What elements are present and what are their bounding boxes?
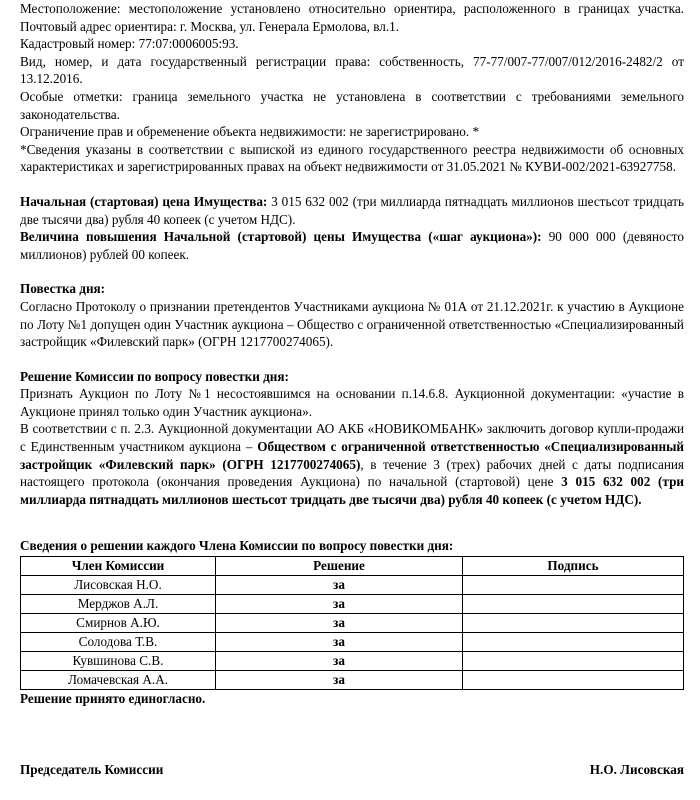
- member-signature: [463, 614, 684, 633]
- unanimous-result: Решение принято единогласно.: [20, 691, 206, 707]
- member-signature: [463, 633, 684, 652]
- decision-p2: [20, 420, 684, 508]
- decision-p2-start: В соответствии с п. 2.3. Аукционной документации АО АКБ «НОВИКОМБАНК» заключить договор купли-продажи с Единственным участником аукциона –: [20, 421, 684, 455]
- start-price-label: Начальная (стартовая) цена Имущества:: [20, 193, 268, 209]
- member-decision: за: [216, 595, 463, 614]
- decision-p1: Признать Аукцион по Лоту №1 несостоявшимся на основании п.14.6.8. Аукционной документации: «участие в Аукционе принял только один Участник аукциона».: [20, 386, 684, 419]
- signature-block: [20, 762, 684, 778]
- member-decision: за: [216, 614, 463, 633]
- table-row: [21, 595, 684, 614]
- member-name: Мерджов А.Л.: [21, 595, 216, 614]
- table-row: [21, 633, 684, 652]
- winner-name: Обществом с ограниченной ответственностью «Специализированный застройщик «Филевский парк» (ОГРН 1217700274065): [20, 439, 684, 472]
- auction-step-label: Величина повышения Начальной (стартовой) цены Имущества («шаг аукциона»):: [20, 229, 542, 245]
- member-signature: [463, 595, 684, 614]
- document-page: [20, 0, 684, 708]
- table-row: [21, 652, 684, 671]
- member-name: Лисовская Н.О.: [21, 576, 216, 595]
- column-header-member: Член Комиссии: [21, 557, 216, 576]
- table-row: [21, 614, 684, 633]
- member-name: Смирнов А.Ю.: [21, 614, 216, 633]
- auction-step: [20, 228, 684, 263]
- table-row: [21, 671, 684, 690]
- member-decision: за: [216, 671, 463, 690]
- right-registration: Вид, номер, и дата государственный регистрации права: собственность, 77-77/007-77/007/012/2016-2482/2 от 13.12.2016.: [20, 53, 684, 87]
- table-row: [21, 576, 684, 595]
- member-signature: [463, 671, 684, 690]
- member-name: Ломачевская А.А.: [21, 671, 216, 690]
- column-header-decision: Решение: [216, 557, 463, 576]
- agenda-heading: Повестка дня:: [20, 281, 106, 297]
- table-header-row: [21, 557, 684, 576]
- cadastral-number: Кадастровый номер: 77:07:0006005:93.: [20, 36, 239, 52]
- special-notes: Особые отметки: граница земельного участка не установлена в соответствии с требованиями земельного законодательства.: [20, 88, 684, 122]
- location-text: Местоположение: местоположение установлено относительно ориентира, расположенного в границах участка. Почтовый адрес ориентира: г. Москва, ул. Генерала Ермолова, вл.1.: [20, 1, 684, 34]
- footnote: *Сведения указаны в соответствии с выпиской из единого государственного реестра недвижимости об основных характеристиках и зарегистрированных правах на объект недвижимости от 31.05.2021 № КУВИ-002/2021-63927758.: [20, 141, 684, 175]
- encumbrance: Ограничение прав и обременение объекта недвижимости: не зарегистрировано. *: [20, 124, 480, 140]
- auction-step-value: 90 000 000 (девяносто миллионов) рублей 00 копеек.: [20, 229, 684, 262]
- member-name: Солодова Т.В.: [21, 633, 216, 652]
- agenda-text: Согласно Протоколу о признании претендентов Участниками аукциона № 01А от 21.12.2021г. к участию в Аукционе по Лоту №1 допущен один Участник аукциона – Общество с ограниченной ответственностью «Специализированный застройщик «Филевский парк» (ОГРН 1217700274065).: [20, 298, 684, 350]
- chairman-name: Н.О. Лисовская: [589, 762, 684, 777]
- member-decision: за: [216, 576, 463, 595]
- start-price: [20, 193, 684, 228]
- member-signature: [463, 652, 684, 671]
- decision-heading: Решение Комиссии по вопросу повестки дня:: [20, 368, 289, 384]
- chairman-role: Председатель Комиссии: [20, 762, 164, 777]
- members-heading: Сведения о решении каждого Члена Комиссии по вопросу повестки дня:: [20, 538, 454, 554]
- member-signature: [463, 576, 684, 595]
- member-name: Кувшинова С.В.: [21, 652, 216, 671]
- member-decision: за: [216, 633, 463, 652]
- contract-price: 3 015 632 002 (три миллиарда пятнадцать миллионов шестьсот тридцать две тысячи два) рубля 40 копеек (с учетом НДС).: [20, 474, 684, 507]
- member-decision: за: [216, 652, 463, 671]
- decision-p2-mid: , в течение 3 (трех) рабочих дней с даты подписания настоящего протокола (окончания проведения Аукциона) по начальной (стартовой) цене: [20, 456, 685, 490]
- column-header-signature: Подпись: [463, 557, 684, 576]
- members-table: [20, 556, 684, 690]
- start-price-value: 3 015 632 002 (три миллиарда пятнадцать миллионов шестьсот тридцать две тысячи два) рубля 40 копеек (с учетом НДС).: [20, 193, 684, 227]
